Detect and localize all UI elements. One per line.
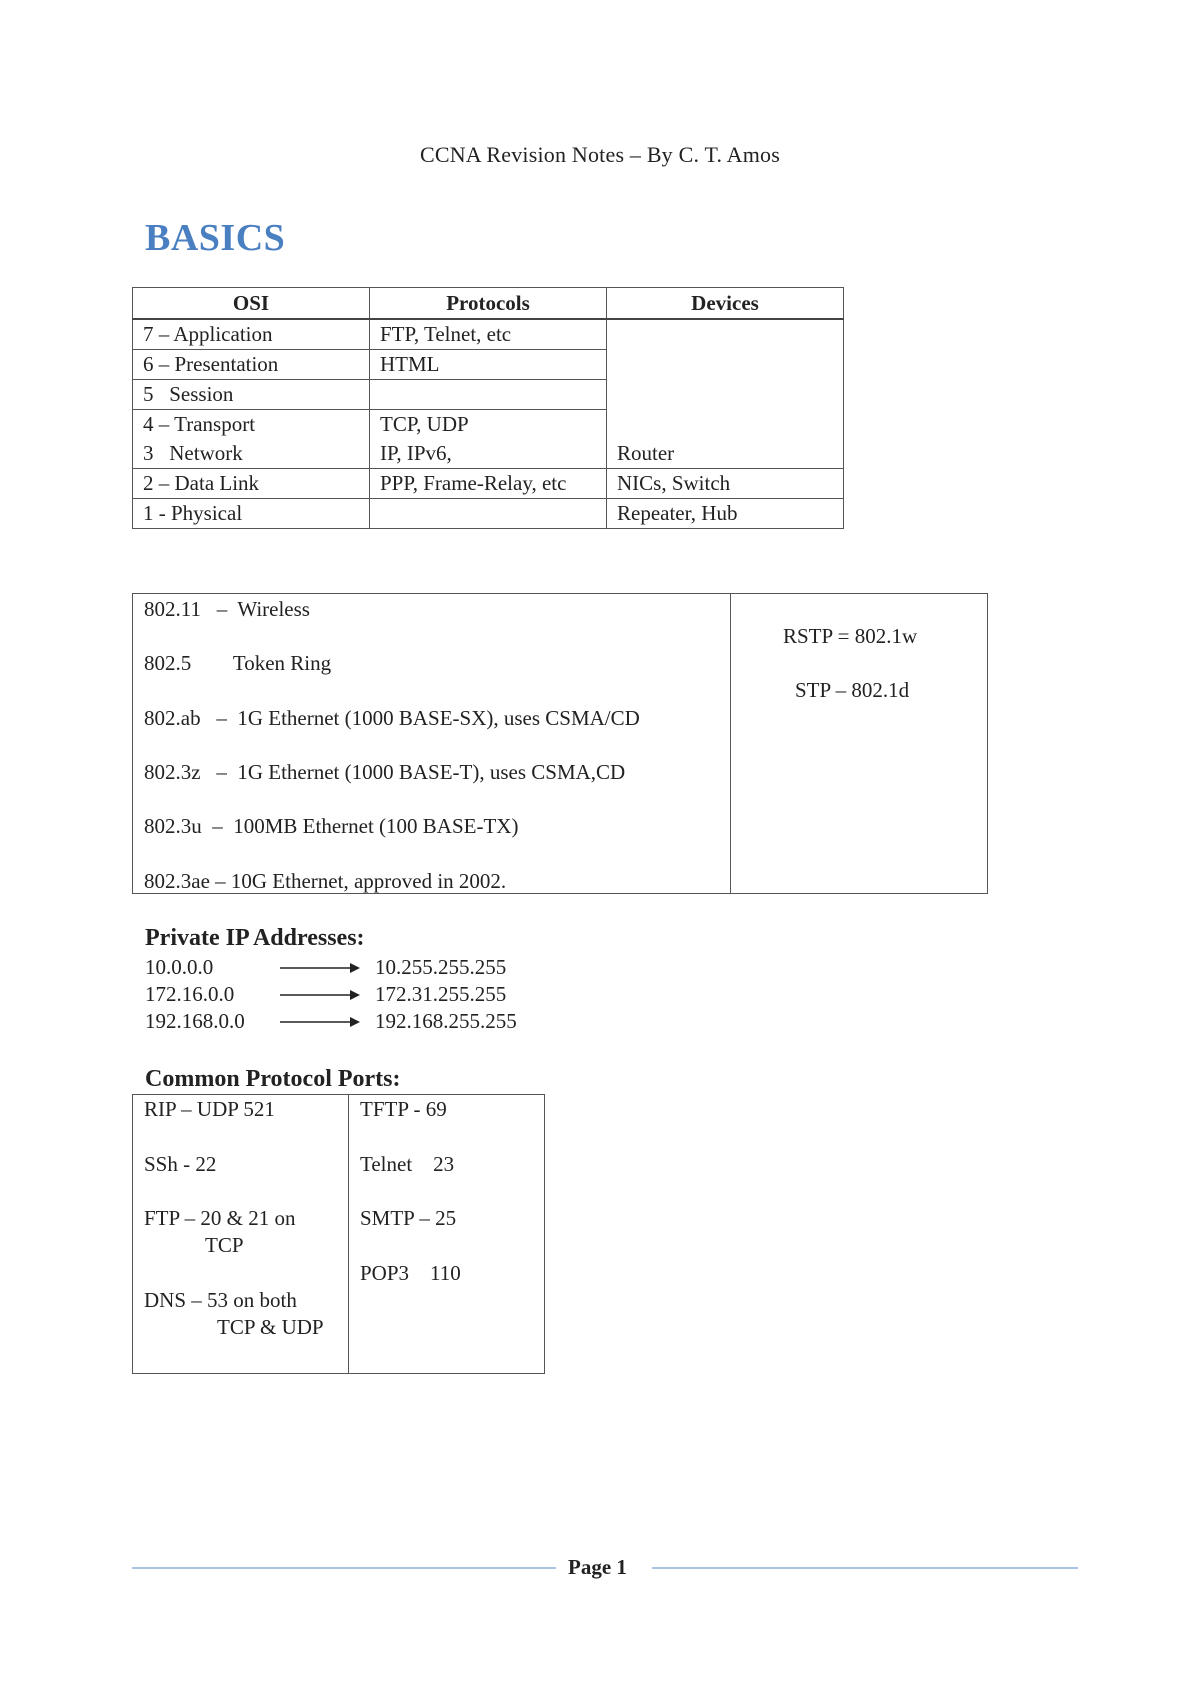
devices-cell: Repeater, Hub (607, 499, 844, 529)
osi-layer-cell: 1 - Physical (133, 499, 370, 529)
standards-list (133, 594, 731, 893)
arrow-right-icon (280, 961, 360, 975)
port-item: SSh - 22 (144, 1152, 217, 1176)
footer-rule-right (652, 1567, 1078, 1569)
column-header: OSI (133, 288, 370, 320)
osi-layer-cell: 3 Network (133, 439, 370, 469)
protocols-cell: TCP, UDP (370, 410, 607, 440)
osi-layer-cell: 7 – Application (133, 319, 370, 350)
ports-title: Common Protocol Ports: (145, 1066, 401, 1092)
document-header: CCNA Revision Notes – By C. T. Amos (419, 142, 781, 167)
table-row (133, 499, 844, 529)
column-header: Devices (607, 288, 844, 320)
port-item: TCP & UDP (217, 1315, 324, 1339)
standard-item: 802.11 – Wireless (144, 597, 310, 621)
devices-cell (607, 319, 844, 350)
devices-cell: NICs, Switch (607, 469, 844, 499)
osi-layer-cell: 5 Session (133, 380, 370, 410)
port-item: DNS – 53 on both (144, 1288, 297, 1312)
protocols-cell: HTML (370, 350, 607, 380)
footer-rule-left (132, 1567, 556, 1569)
ports-table (132, 1094, 545, 1374)
osi-layer-cell: 6 – Presentation (133, 350, 370, 380)
port-item: SMTP – 25 (360, 1206, 457, 1230)
page-number: Page 1 (568, 1555, 627, 1579)
ip-range-start: 10.0.0.0 (145, 955, 214, 979)
stp-note: STP – 802.1d (795, 678, 910, 702)
protocols-cell: FTP, Telnet, etc (370, 319, 607, 350)
column-header: Protocols (370, 288, 607, 320)
ip-range-start: 172.16.0.0 (145, 982, 235, 1006)
port-item: POP3 110 (360, 1261, 461, 1285)
devices-cell: Router (607, 439, 844, 469)
table-row (133, 439, 844, 469)
ieee-standards-box (132, 593, 988, 894)
rstp-note: RSTP = 802.1w (783, 624, 918, 648)
ip-range-end: 172.31.255.255 (375, 982, 507, 1006)
standard-item: 802.3z – 1G Ethernet (1000 BASE-T), uses CSMA,CD (144, 760, 626, 784)
ip-range-start: 192.168.0.0 (145, 1009, 245, 1033)
protocols-cell: PPP, Frame-Relay, etc (370, 469, 607, 499)
standard-item: 802.3u – 100MB Ethernet (100 BASE-TX) (144, 814, 519, 838)
arrow-right-icon (280, 988, 360, 1002)
column-divider (348, 1095, 349, 1373)
osi-layer-cell: 4 – Transport (133, 410, 370, 440)
port-item: TFTP - 69 (360, 1097, 447, 1121)
arrow-right-icon (280, 1015, 360, 1029)
ip-range-end: 10.255.255.255 (375, 955, 507, 979)
table-row (133, 350, 844, 380)
table-row (133, 469, 844, 499)
table-header-row (133, 288, 844, 320)
private-ip-title: Private IP Addresses: (145, 925, 365, 951)
standard-item: 802.ab – 1G Ethernet (1000 BASE-SX), uses CSMA/CD (144, 706, 640, 730)
devices-cell (607, 380, 844, 410)
protocols-cell: IP, IPv6, (370, 439, 607, 469)
devices-cell (607, 350, 844, 380)
table-row (133, 319, 844, 350)
table-row (133, 380, 844, 410)
standard-item: 802.5 Token Ring (144, 651, 332, 675)
osi-layer-cell: 2 – Data Link (133, 469, 370, 499)
protocols-cell (370, 499, 607, 529)
section-title: BASICS (145, 217, 286, 259)
table-row (133, 410, 844, 440)
port-item: FTP – 20 & 21 on (144, 1206, 296, 1230)
port-item: TCP (205, 1233, 244, 1257)
devices-cell (607, 410, 844, 440)
standard-item: 802.3ae – 10G Ethernet, approved in 2002. (144, 869, 507, 893)
protocols-cell (370, 380, 607, 410)
osi-table (132, 287, 844, 529)
ip-range-end: 192.168.255.255 (375, 1009, 517, 1033)
port-item: Telnet 23 (360, 1152, 455, 1176)
port-item: RIP – UDP 521 (144, 1097, 275, 1121)
